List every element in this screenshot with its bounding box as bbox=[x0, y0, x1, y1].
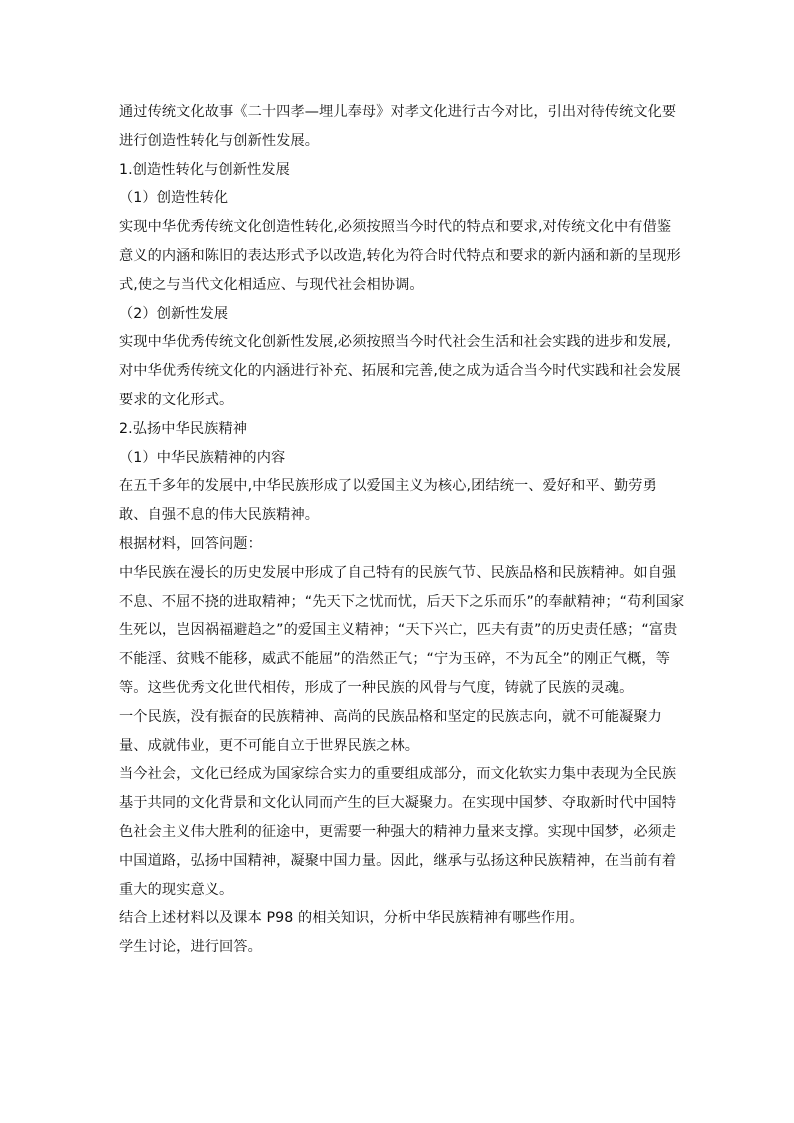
subsection-heading-1-2: （2）创新性发展 bbox=[119, 305, 229, 322]
paragraph-creative-transformation: 实现中华优秀传统文化创造性转化,必须按照当今时代的特点和要求,对传统文化中有借鉴意义的内涵和陈旧的表达形式予以改造,转化为符合时代特点和要求的新内涵和新的呈现形式,使之与当代文化相适应、与现代社会相协调。 bbox=[119, 219, 681, 293]
material-paragraph-2: 一个民族，没有振奋的民族精神、高尚的民族品格和坚定的民族志向，就不可能凝聚力量、成就伟业，更不可能自立于世界民族之林。 bbox=[119, 708, 662, 754]
subsection-heading-1-1: （1）创造性转化 bbox=[119, 190, 229, 207]
material-paragraph-1: 中华民族在漫长的历史发展中形成了自己特有的民族气节、民族品格和民族精神。如自强不息、不屈不挠的进取精神；“先天下之忧而忧，后天下之乐而乐”的奉献精神；“苟利国家生死以，岂因祸福避趋之”的爱国主义精神；“天下兴亡，匹夫有责”的历史责任感；“富贵不能淫、贫贱不能移，威武不能屈”的浩然正气；“宁为玉碎，不为瓦全”的刚正气概，等等。这些优秀文化世代相传，形成了一种民族的风骨与气度，铸就了民族的灵魂。 bbox=[119, 564, 685, 696]
analysis-question: 结合上述材料以及课本 P98 的相关知识，分析中华民族精神有哪些作用。 bbox=[119, 910, 584, 927]
student-discussion: 学生讨论，进行回答。 bbox=[119, 939, 262, 956]
subsection-heading-2-1: （1）中华民族精神的内容 bbox=[119, 449, 286, 466]
question-prompt: 根据材料，回答问题： bbox=[119, 535, 262, 552]
intro-paragraph: 通过传统文化故事《二十四孝—埋儿奉母》对孝文化进行古今对比，引出对待传统文化要进行创造性转化与创新性发展。 bbox=[119, 104, 677, 149]
document-body bbox=[119, 98, 685, 962]
section-heading-2: 2.弘扬中华民族精神 bbox=[119, 420, 248, 437]
paragraph-innovative-development: 实现中华优秀传统文化创新性发展,必须按照当今时代社会生活和社会实践的进步和发展,对中华优秀传统文化的内涵进行补充、拓展和完善,使之成为适合当今时代实践和社会发展要求的文化形式。 bbox=[119, 334, 681, 408]
material-paragraph-3: 当今社会，文化已经成为国家综合实力的重要组成部分，而文化软实力集中表现为全民族基于共同的文化背景和文化认同而产生的巨大凝聚力。在实现中国梦、夺取新时代中国特色社会主义伟大胜利的征途中，更需要一种强大的精神力量来支撑。实现中国梦，必须走中国道路，弘扬中国精神，凝聚中国力量。因此，继承与弘扬这种民族精神，在当前有着重大的现实意义。 bbox=[119, 766, 677, 898]
section-heading-1: 1.创造性转化与创新性发展 bbox=[119, 161, 290, 178]
paragraph-national-spirit: 在五千多年的发展中,中华民族形成了以爱国主义为核心,团结统一、爱好和平、勤劳勇敢、自强不息的伟大民族精神。 bbox=[119, 478, 657, 524]
